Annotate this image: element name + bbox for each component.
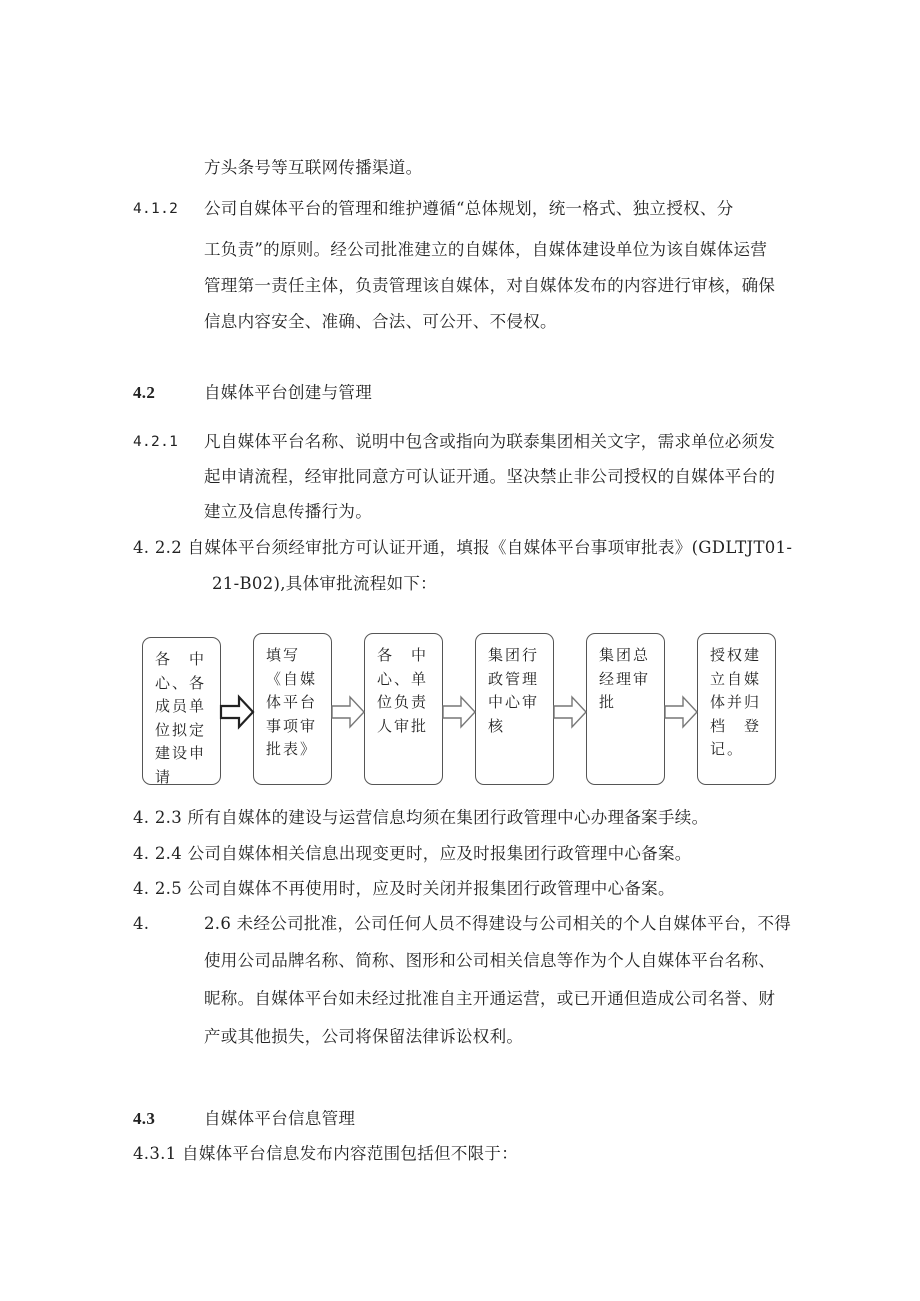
clause-number: 4.1.2: [133, 201, 179, 217]
text-line: 4. 2.4 公司自媒体相关信息出现变更时，应及时报集团行政管理中心备案。: [133, 844, 692, 863]
flow-step-unit-approval: 各 中 心、单 位负责 人审批: [364, 633, 443, 785]
text-line: 建立及信息传播行为。: [204, 502, 372, 521]
flow-step-gm-approval: 集团总 经理审 批: [586, 633, 665, 785]
text-line: 方头条号等互联网传播渠道。: [204, 158, 423, 177]
text-line: 21-B02),具体审批流程如下：: [212, 574, 437, 593]
text-line: 信息内容安全、准确、合法、可公开、不侵权。: [204, 312, 557, 331]
flow-arrow-icon: [443, 695, 476, 729]
text-line: 昵称。自媒体平台如未经过批准自主开通运营，或已开通但造成公司名誉、财: [204, 989, 776, 1008]
text-line: 产或其他损失，公司将保留法律诉讼权利。: [204, 1027, 524, 1046]
text-line: 工负责”的原则。经公司批准建立的自媒体，自媒体建设单位为该自媒体运营: [204, 240, 768, 259]
clause-number: 4.2.1: [133, 434, 179, 450]
text-line: 管理第一责任主体，负责管理该自媒体，对自媒体发布的内容进行审核，确保: [204, 276, 776, 295]
section-number: 4.2: [133, 383, 156, 402]
text-line: 4. 2.2 自媒体平台须经审批方可认证开通，填报《自媒体平台事项审批表》(GDLTJT01-: [133, 538, 793, 557]
flow-step-apply: 各 中 心、各 成员单 位拟定 建设申 请: [142, 637, 221, 785]
flow-arrow-icon: [554, 695, 587, 729]
flow-arrow-icon: [221, 695, 254, 729]
flow-step-admin-review: 集团行 政管理 中心审 核: [475, 633, 554, 785]
flow-step-authorize-archive: 授权建 立自媒 体并归 档 登 记。: [697, 633, 776, 785]
text-line: 起申请流程，经审批同意方可认证开通。坚决禁止非公司授权的自媒体平台的: [204, 467, 776, 486]
text-line: 4. 2.3 所有自媒体的建设与运营信息均须在集团行政管理中心办理备案手续。: [133, 808, 709, 827]
flow-arrow-icon: [665, 695, 698, 729]
clause-number: 4.: [133, 914, 150, 933]
section-number: 4.3: [133, 1109, 156, 1128]
flow-step-fill-form: 填写 《自媒 体平台 事项审 批表》: [253, 633, 332, 785]
text-line: 公司自媒体平台的管理和维护遵循“总体规划，统一格式、独立授权、分: [204, 199, 734, 218]
text-line: 使用公司品牌名称、简称、图形和公司相关信息等作为个人自媒体平台名称、: [204, 951, 776, 970]
text-line: 2.6 未经公司批准，公司任何人员不得建设与公司相关的个人自媒体平台，不得: [204, 914, 792, 933]
text-line: 凡自媒体平台名称、说明中包含或指向为联泰集团相关文字，需求单位必须发: [204, 432, 776, 451]
text-line: 4. 2.5 公司自媒体不再使用时，应及时关闭并报集团行政管理中心备案。: [133, 879, 675, 898]
flow-arrow-icon: [332, 695, 365, 729]
section-title: 自媒体平台信息管理: [204, 1109, 356, 1128]
text-line: 4.3.1 自媒体平台信息发布内容范围包括但不限于：: [133, 1144, 519, 1163]
section-title: 自媒体平台创建与管理: [204, 383, 372, 402]
